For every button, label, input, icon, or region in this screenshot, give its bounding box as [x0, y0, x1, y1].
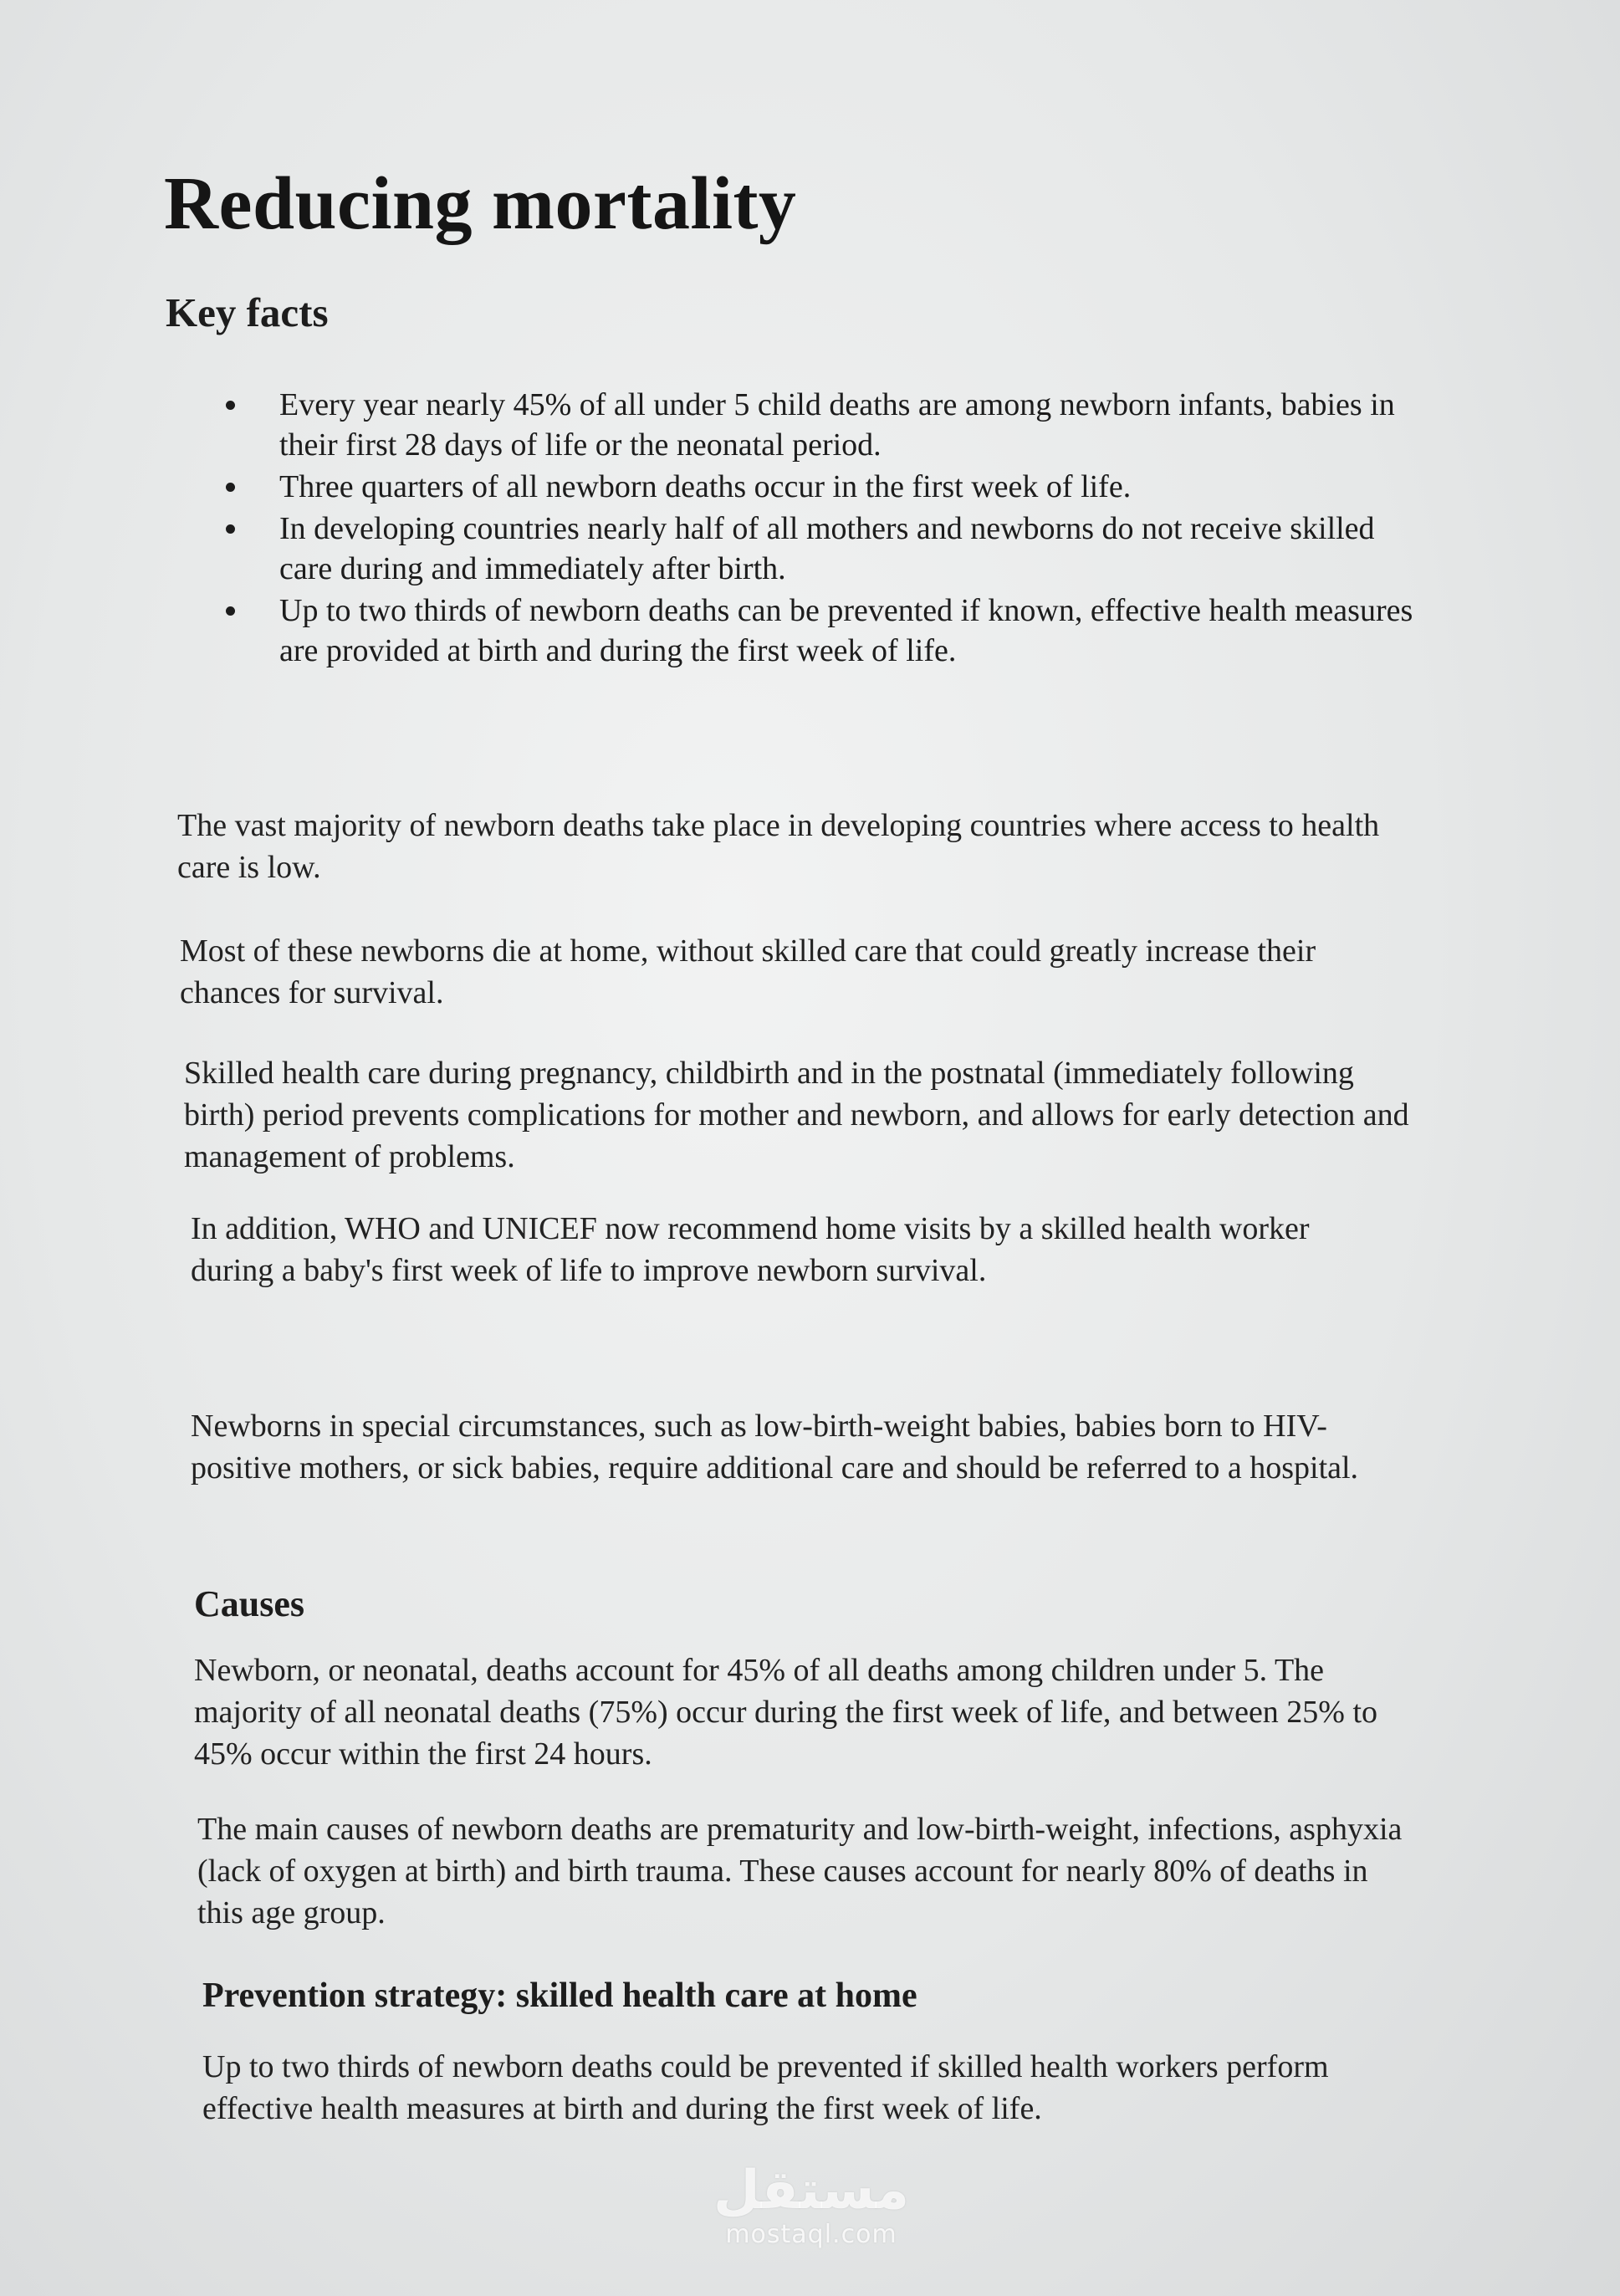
- paragraph-special-circumstances: Newborns in special circumstances, such as low-birth-weight babies, babies born to HIV-positive mothers, or sick babies, require additional care and should be referred to a hospital.: [191, 1409, 1359, 1485]
- causes-heading: Causes: [194, 1583, 305, 1624]
- watermark: [703, 2161, 920, 2250]
- page-title: Reducing mortality: [164, 162, 797, 245]
- list-item: [219, 509, 1423, 589]
- bullet-text: Every year nearly 45% of all under 5 child deaths are among newborn infants, babies in their first 28 days of life or the neonatal period.: [279, 387, 1395, 463]
- key-facts-heading: Key facts: [166, 289, 329, 335]
- bullet-icon: [226, 483, 235, 492]
- bullet-icon: [226, 606, 235, 616]
- list-item: [219, 385, 1423, 465]
- bullet-icon: [226, 524, 235, 534]
- paragraph-skilled-care: Skilled health care during pregnancy, childbirth and in the postnatal (immediately following birth) period prevents complications for mother and newborn, and allows for early detection and management of problems.: [184, 1056, 1409, 1174]
- prevention-heading: Prevention strategy: skilled health care at home: [202, 1976, 917, 2015]
- watermark-logo: مستقل: [713, 2160, 910, 2222]
- paragraph-home-deaths: Most of these newborns die at home, without skilled care that could greatly increase their chances for survival.: [180, 933, 1316, 1010]
- bullet-text: Three quarters of all newborn deaths occur in the first week of life.: [279, 469, 1132, 504]
- watermark-domain: mostaql.com: [725, 2220, 897, 2249]
- paragraph-main-causes: The main causes of newborn deaths are prematurity and low-birth-weight, infections, asphyxia (lack of oxygen at birth) and birth trauma. These causes account for nearly 80% of deaths in this age group.: [197, 1812, 1403, 1930]
- paragraph-home-visits: In addition, WHO and UNICEF now recommend home visits by a skilled health worker during a baby's first week of life to improve newborn survival.: [191, 1211, 1310, 1288]
- list-item: [219, 467, 1423, 507]
- bullet-text: Up to two thirds of newborn deaths can be prevented if known, effective health measures are provided at birth and during the first week of life.: [279, 593, 1413, 668]
- paragraph-neonatal-share: Newborn, or neonatal, deaths account for 45% of all deaths among children under 5. The majority of all neonatal deaths (75%) occur during the first week of life, and between 25% to 45% occur within the first 24 hours.: [194, 1653, 1378, 1772]
- key-facts-list: [219, 385, 1423, 672]
- bullet-text: In developing countries nearly half of all mothers and newborns do not receive skilled care during and immediately after birth.: [279, 511, 1375, 586]
- paragraph-prevention: Up to two thirds of newborn deaths could be prevented if skilled health workers perform effective health measures at birth and during the first week of life.: [202, 2049, 1329, 2126]
- bullet-icon: [226, 401, 235, 410]
- paragraph-access: The vast majority of newborn deaths take place in developing countries where access to health care is low.: [177, 808, 1380, 885]
- list-item: [219, 591, 1423, 671]
